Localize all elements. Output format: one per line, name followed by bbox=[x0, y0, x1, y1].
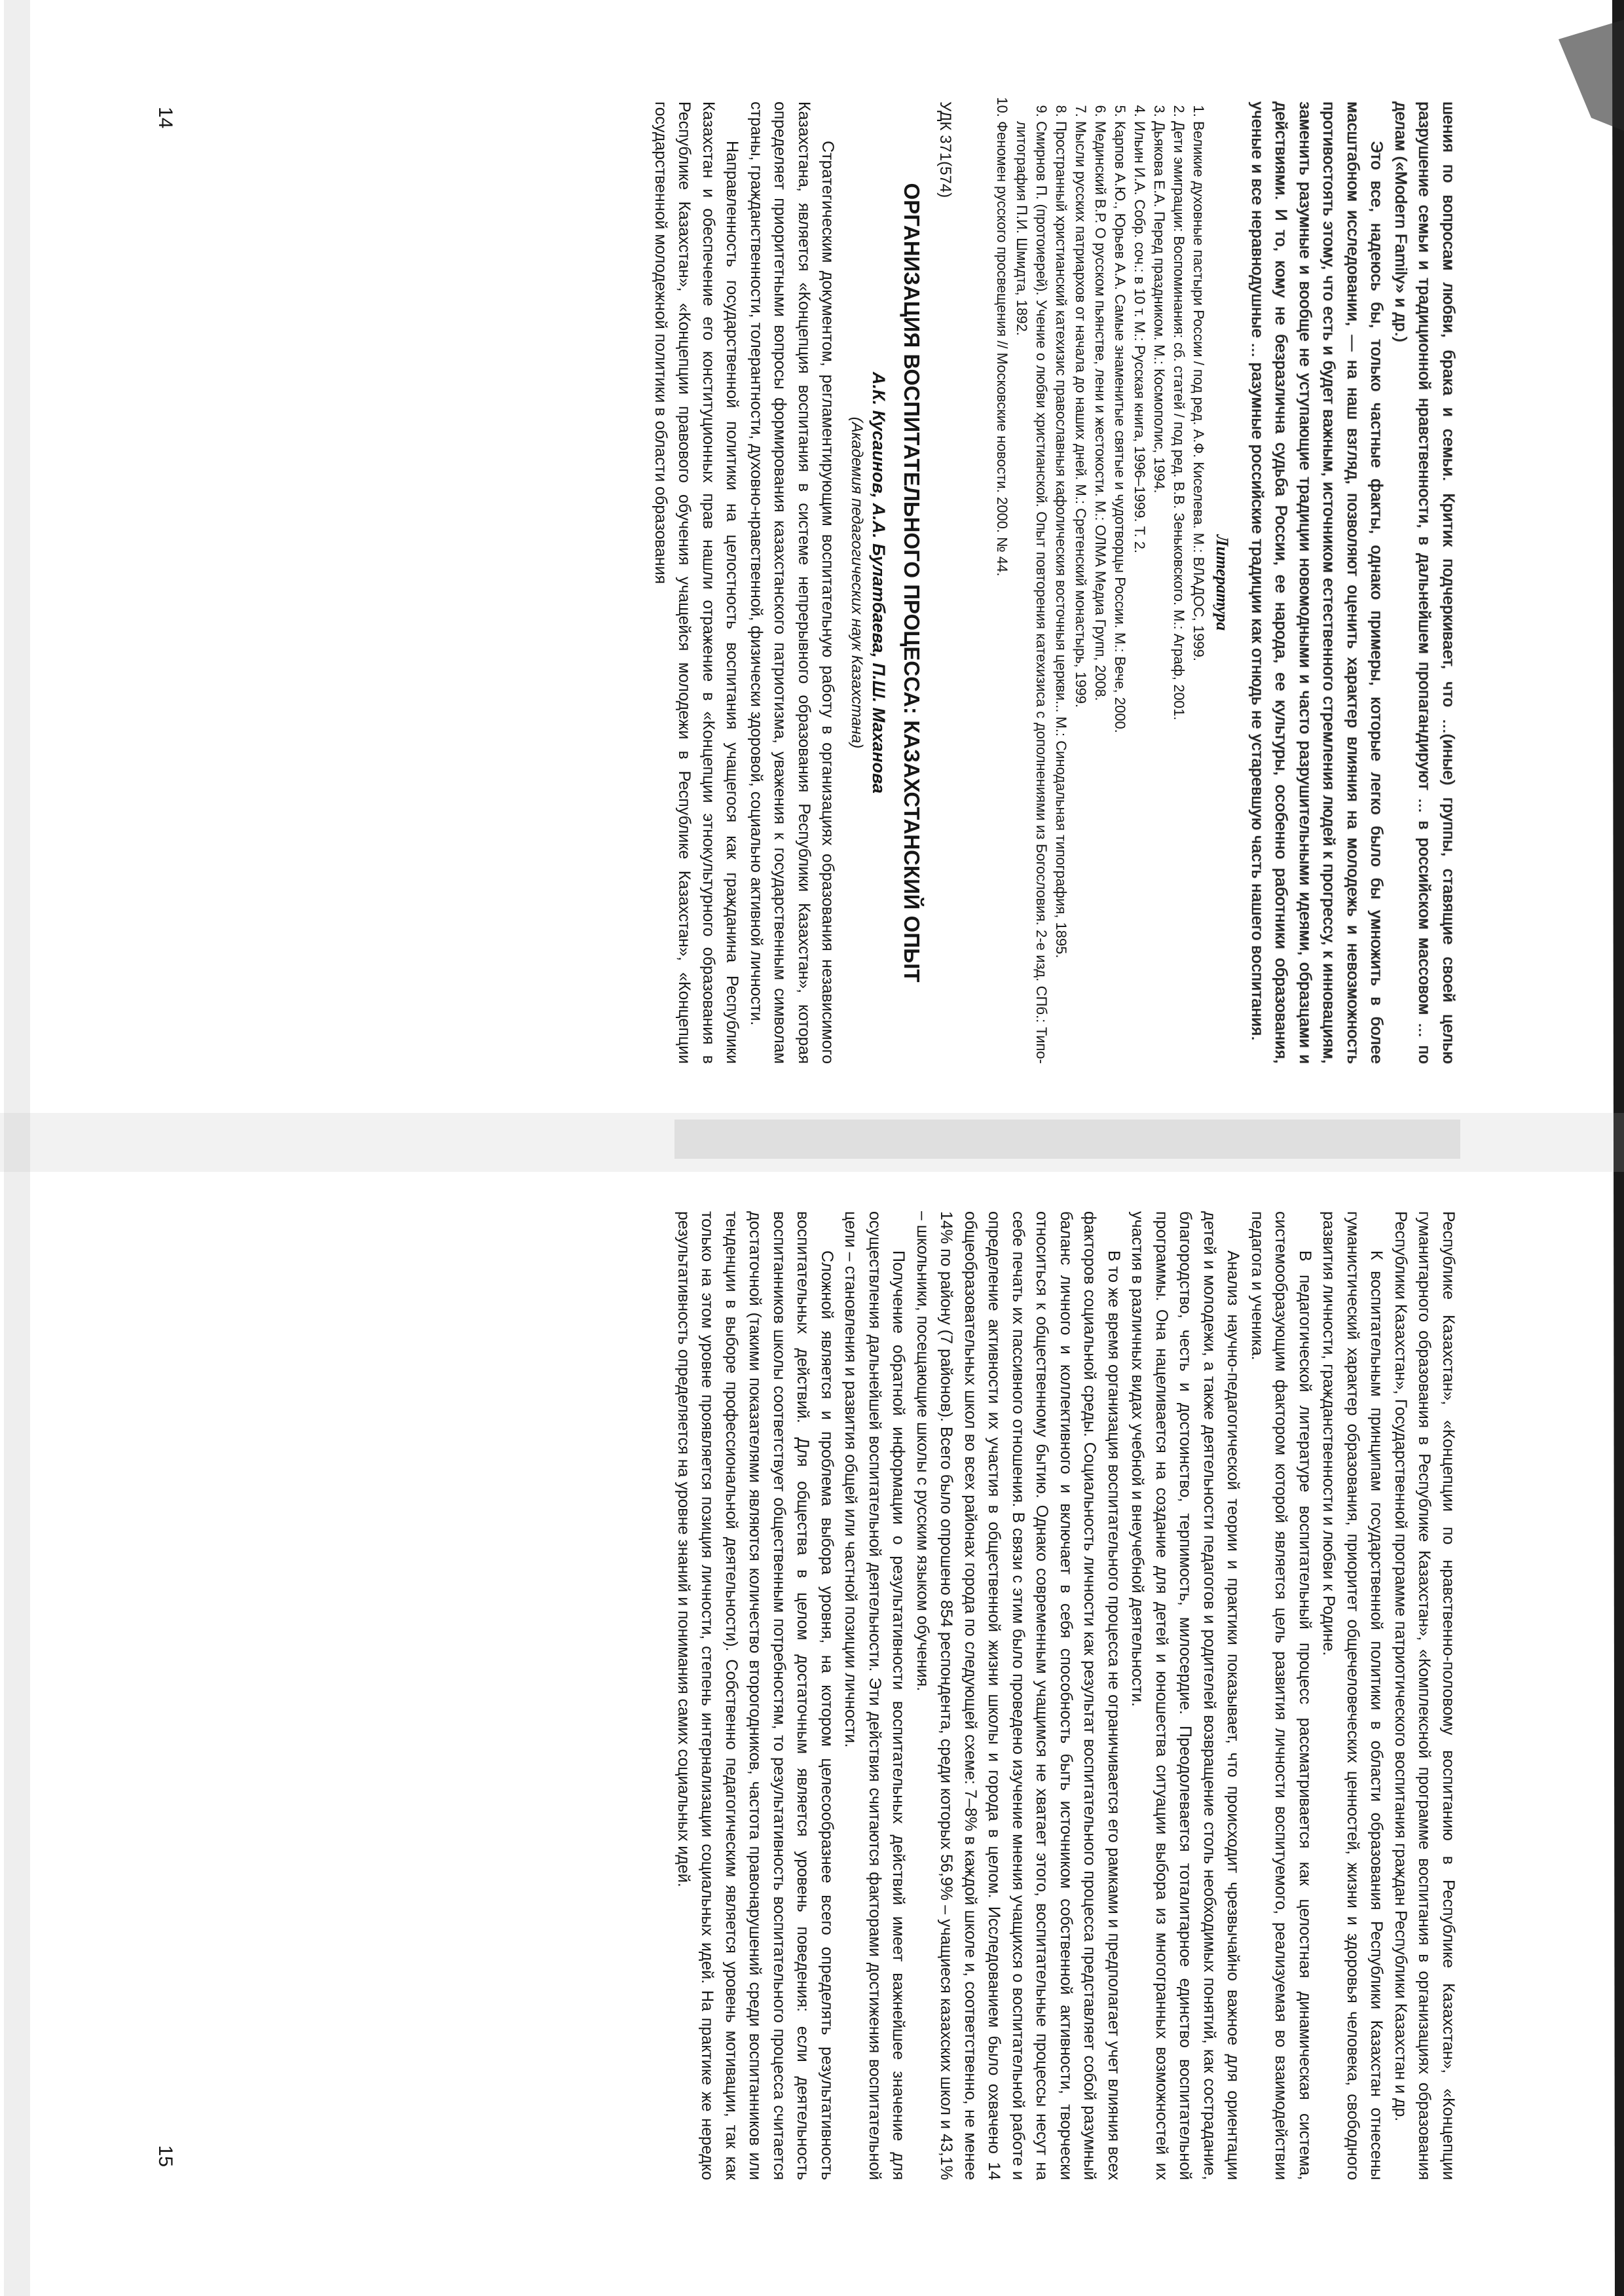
reference-item: 10. Феномен русского просвещения // Московские новости. 2000. № 44. bbox=[993, 121, 1012, 1064]
body-paragraph: Анализ научно-педагогической теории и практики показывает, что происходит чрезвычайно важное для ориентации детей и молодежи, а также деятельности педагогов и родителей возвращение столь необходимых понятий, как сострадание, благородство, честь и достоинство, терпимость, милосердие. Преодолевается тоталитарное единство воспитательной программы. Она нацеливается на создание для детей и юношества ситуации выбора из многогранных возможностей их участия в различных видах учебной и внеучебной деятельности. bbox=[1128, 1211, 1243, 2180]
reference-item: 7. Мысли русских патриархов от начала до наших дней. М.: Сретенский монастырь, 1999. bbox=[1071, 121, 1091, 1064]
top-paragraph-1: шения по вопросам любви, брака и семьи. Критик подчеркивает, что ...(иные) группы, ставящие своей целью разрушение семьи и традиционной нравственности, в дальнейшем пропагандируют ... в российском массовом ... по делам («Modern Family» и др.) bbox=[1392, 101, 1458, 1064]
left-page-top-text bbox=[1246, 101, 1461, 1064]
body-paragraph: Республике Казахстан», «Концепции по нравственно-половому воспитанию в Республике Казахстан», «Концепции гуманитарного образования в Республике Казахстан», «Комплексной программе воспитания в организациях образования Республики Казахстан», Государственной программе патриотического воспитания граждан Республики Казахстан и др. bbox=[1392, 1211, 1458, 2180]
body-paragraph: Получение обратной информации о результативности воспитательных действий имеет важнейшее значение для осуществления дальнейшей воспитательной деятельности. Эти действия считаются факторами достижения воспитательной цели – становления и развития общей или частной позиции личности. bbox=[841, 1211, 908, 2180]
reference-item: 1. Великие духовные пастыри России / под ред. А.Ф. Киселева. М.: ВЛАДОС, 1999. bbox=[1189, 121, 1209, 1064]
reference-item: 2. Дети эмиграции: Воспоминания: сб. статей / под ред. В.В. Зеньковского. М.: Аграф, 2001. bbox=[1170, 121, 1189, 1064]
author-affiliation: (Академия педагогических наук Казахстана) bbox=[848, 416, 866, 749]
body-paragraph: Направленность государственной политики на целостность воспитания учащегося как гражданина Республики Казахстан и обеспечение его конституционных прав нашли отражение в «Концепции этнокультурного образования в Республике Казахстан», «Концепции правового обучения учащейся молодежи в Республике Казахстан», «Концепции государственной молодежной политики в области образования bbox=[652, 101, 742, 1064]
left-page bbox=[154, 101, 1460, 1064]
reference-item: 3. Дьякова Е.А. Перед праздником. М.: Космополис, 1994. bbox=[1150, 121, 1170, 1064]
reference-list bbox=[993, 101, 1209, 1064]
reference-item: 4. Ильин И.А. Собр. соч.: в 10 т. М.: Русская книга, 1996–1999. Т. 2. bbox=[1130, 121, 1150, 1064]
udk-code: УДК 371(574) bbox=[936, 101, 955, 198]
body-paragraph: Стратегическим документом, регламентирующим воспитательную работу в организациях образования независимого Казахстана, является «Концепция воспитания в системе непрерывного образования Республики Казахстан», которая определяет приоритетными вопросы формирования казахстанского патриотизма, уважения к государственным символам страны, гражданственности, толерантности, духовно-нравственной, физически здоровой, социально активной личности. bbox=[747, 101, 838, 1064]
literature-heading: Литература bbox=[1213, 534, 1232, 631]
page-number-right: 15 bbox=[155, 2145, 176, 2167]
body-paragraph: В то же время организация воспитательного процесса не ограничивается его рамками и предполагает учет влияния всех факторов социальной среды. Социальность личности как результат воспитательного процесса представляет собой разумный баланс личного и коллективного и включает в себя способность быть источником собственной активности, творчески относиться к общественному бытию. Однако современным учащимся не хватает этого, воспитательные процессы несут на себе печать их пассивного отношения. В связи с этим было проведено изучение мнения учащихся о воспитательной работе и определение активности их участия в общественной жизни школы и города в целом. Исследованием было охвачено 14 общеобразовательных школ во всех районах города по следующей схеме: 7–8% в каждой школе и, соответственно, не менее 14% по району (7 районов). Всего было опрошено 854 респондента, среди которых 56,9% – учащиеся казахских школ и 43,1% – школьники, посещающие школы с русским языком обучения. bbox=[913, 1211, 1123, 2180]
reference-item: 5. Карпов А.Ю., Юрьев А.А. Самые знаменитые святые и чудотворцы России. М.: Вече, 2000. bbox=[1111, 121, 1130, 1064]
article-title: ОРГАНИЗАЦИЯ ВОСПИТАТЕЛЬНОГО ПРОЦЕССА: КАЗАХСТАНСКИЙ ОПЫТ bbox=[900, 183, 925, 983]
body-paragraph: Сложной является и проблема выбора уровня, на котором целесообразнее всего определять результативность воспитательных действий. Для общества в целом достаточным является уровень поведения: если деятельность воспитанников школы соответствует общественным потребностям, то результативность воспитательного процесса считается достаточной (такими показателями являются количество второгодников, частота правонарушений среди воспитанников или тенденции в выборе профессиональной деятельности). Собственно педагогическим является уровень мотивации, так как только на этом уровне проявляется позиция личности, степень интернализации социальных идей. На практике же нередко результативность определяется на уровне знаний и понимания самих социальных идей. bbox=[674, 1211, 836, 2180]
right-page bbox=[154, 1211, 1460, 2180]
reference-item: 6. Мединский В.Р. О русском пьянстве, лени и жестокости. М.: ОЛМА Медиа Групп, 2008. bbox=[1091, 121, 1111, 1064]
body-paragraph: В педагогической литературе воспитательный процесс рассматривается как целостная динамическая система, системообразующим фактором которой является цель развития личности воспитуемого, реализуемая во взаимодействии педагога и ученика. bbox=[1248, 1211, 1314, 2180]
article-authors: А.К. Кусаинов, А.А. Булатбаева, П.Ш. Маханова bbox=[869, 372, 889, 793]
top-paragraph-2: Это все, надеюсь бы, только частные факты, однако примеры, которые легко было бы умножить в более масштабном исследовании, — на наш взгляд, позволяют оценить характер влияния на молодежь и невозможность противостоять этому, что есть и будет важным, источником естественного стремления людей к прогрессу, к инновациям, заменить разумные и вообще не уступающие традиции новомодными и часто разрушительными идеями, образцами и действиями. И то, кому не безразлична судьба России, ее народа, ее культуры, особенно работники образования, ученые и все неравнодушные ... разумные российские традиции как отнюдь не устаревшую часть нашего воспитания. bbox=[1248, 101, 1386, 1064]
page-number-left: 14 bbox=[155, 107, 176, 129]
reference-item: 9. Смирнов П. (протоиерей). Учение о любви христианской. Опыт повторения катехизиса с дополнениями из Богословия. 2-е изд. СПб.: Типо-литография П.И. Шмидта, 1892. bbox=[1012, 121, 1052, 1064]
article-body-right bbox=[672, 1211, 1461, 2180]
reference-item: 8. Пространный христианский катехизис православныя кафолическия восточныя церкви... М.: Синодальная типография, 1895. bbox=[1052, 121, 1071, 1064]
body-paragraph: К воспитательным принципам государственной политики в области образования Республики Казахстан отнесены гуманистический характер образования, приоритет общечеловеческих ценностей, жизни и здоровья человека, свободного развития личности, гражданственности и любви к Родине. bbox=[1320, 1211, 1386, 2180]
article-body-left bbox=[649, 101, 840, 1064]
